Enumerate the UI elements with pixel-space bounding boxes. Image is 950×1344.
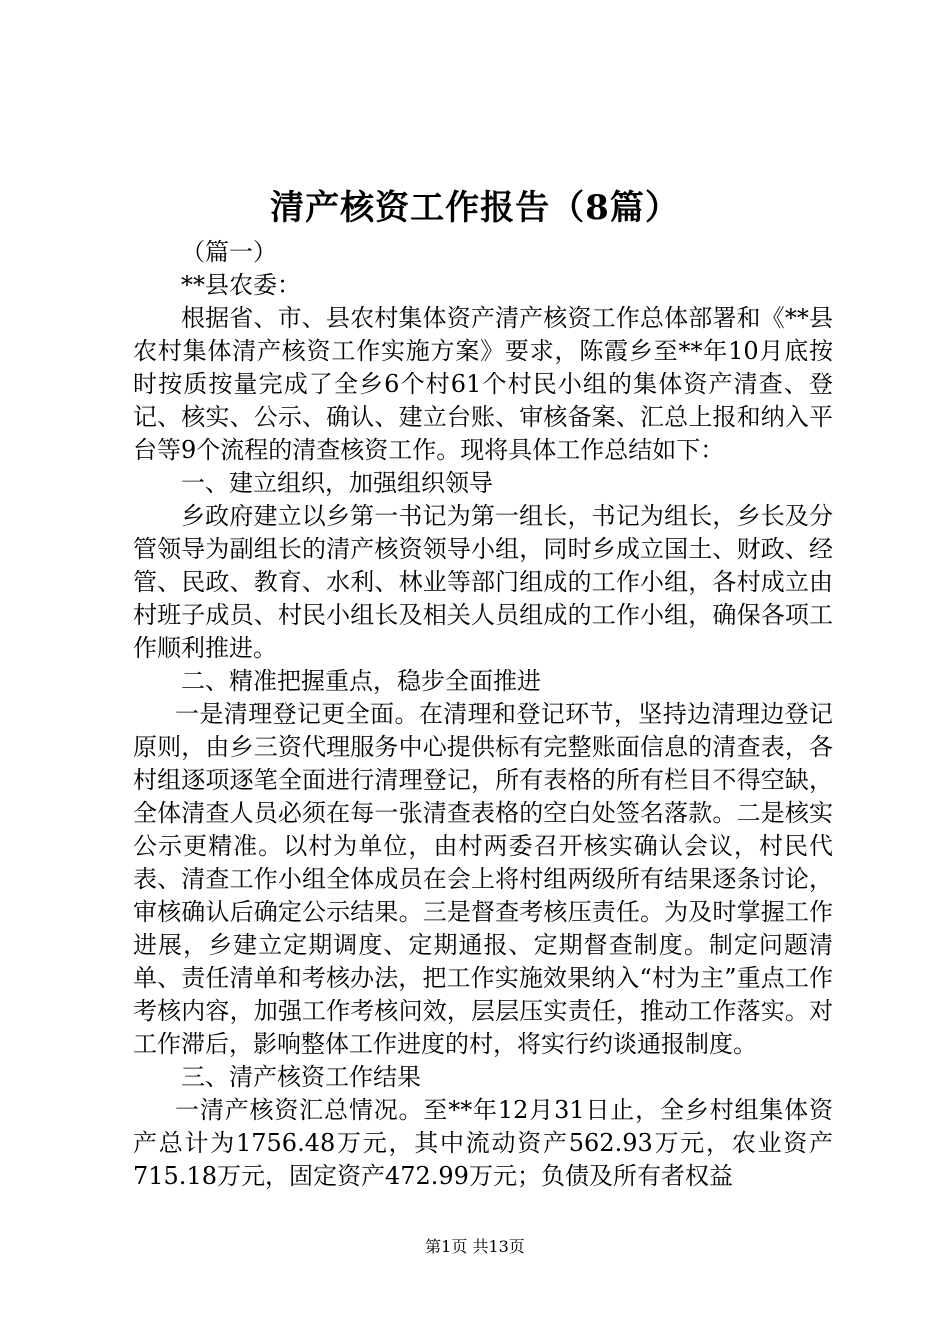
paragraph-results: 一清产核资汇总情况。至**年12月31日止，全乡村组集体资产总计为1756.48万元，其中流动资产562.93万元，农业资产715.18万元，固定资产472.99万元；负债及所有者权益 (133, 1096, 833, 1190)
section-label: （篇一） (181, 238, 277, 266)
document-body (133, 236, 833, 1193)
document-title: 清产核资工作报告（8篇） (270, 188, 680, 228)
heading-2: 二、精准把握重点，稳步全面推进 (181, 667, 541, 695)
intro-paragraph: 根据省、市、县农村集体资产清产核资工作总体部署和《**县农村集体清产核资工作实施方案》要求，陈霞乡至**年10月底按时按质按量完成了全乡6个村61个村民小组的集体资产清查、登记、核实、公示、确认、建立台账、审核备案、汇总上报和纳入平台等9个流程的清查核资工作。现将具体工作总结如下： (133, 304, 833, 464)
recipient-line: **县农委： (181, 271, 301, 299)
paragraph-progress: 一是清理登记更全面。在清理和登记环节，坚持边清理边登记原则，由乡三资代理服务中心提供标有完整账面信息的清查表，各村组逐项逐笔全面进行清理登记，所有表格的所有栏目不得空缺，全体清查人员必须在每一张清查表格的空白处签名落款。二是核实公示更精准。以村为单位，由村两委召开核实确认会议，村民代表、清查工作小组全体成员在会上将村组两级所有结果逐条讨论，审核确认后确定公示结果。三是督查考核压责任。为及时掌握工作进展，乡建立定期调度、定期通报、定期督查制度。制定问题清单、责任清单和考核办法，把工作实施效果纳入“村为主”重点工作考核内容，加强工作考核问效，层层压实责任，推动工作落实。对工作滞后，影响整体工作进度的村，将实行约谈通报制度。 (133, 700, 833, 1058)
heading-1: 一、建立组织，加强组织领导 (181, 469, 493, 497)
page-footer: 第1页 共13页 (425, 1237, 525, 1256)
heading-3: 三、清产核资工作结果 (181, 1063, 421, 1091)
paragraph-organization: 乡政府建立以乡第一书记为第一组长，书记为组长，乡长及分管领导为副组长的清产核资领导小组，同时乡成立国土、财政、经管、民政、教育、水利、林业等部门组成的工作小组，各村成立由村班子成员、村民小组长及相关人员组成的工作小组，确保各项工作顺利推进。 (133, 502, 833, 662)
